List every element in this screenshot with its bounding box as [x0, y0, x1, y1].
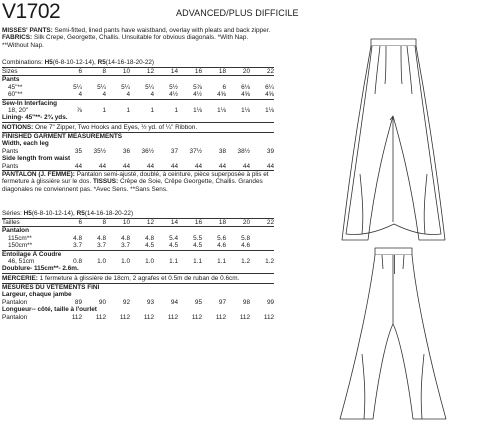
- finished-title: FINISHED GARMENT MEASUREMENTS: [2, 133, 123, 140]
- mercerie-line: MERCERIE: 1 fermeture à glissière de 18cm, 2 agrafes et 0.5m de ruban de 0.6cm.: [2, 275, 240, 282]
- table-row: 150cm** 3.7 3.7 3.7 4.5 4.5 4.5 4.6 4.6: [8, 242, 250, 250]
- sizes-row: Sizes 6 8 10 12 14 16 18 20 22: [2, 68, 274, 75]
- divider: [2, 273, 274, 274]
- yardage-table-en: [2, 67, 274, 122]
- tailles-row: Tailles 6 8 10 12 14 16 18 20 22: [2, 219, 274, 226]
- doublure-line: Doublure- 115cm**- 2.6m.: [2, 265, 79, 273]
- description-en: [2, 27, 272, 49]
- side-length-title: Side length from waist: [2, 155, 71, 163]
- notions-line: NOTIONS: One 7" Zipper, Two Hooks and Eyes, ½ yd. of ¼" Ribbon.: [2, 124, 198, 131]
- description-title: MISSES' PANTS:: [2, 27, 53, 34]
- mesures-title: MESURES DU VÊTEMENTS FINI: [2, 284, 100, 291]
- fabrics-text: Silk Crepe, Georgette, Challis. Unsuitable for obvious diagonals. *With Nap. **Without Nap.: [2, 34, 249, 49]
- tissus-label: TISSUS:: [92, 178, 119, 186]
- description-title: PANTALON (J. FEMME):: [2, 171, 75, 178]
- back-view-pants-drawing: [340, 248, 446, 419]
- table-row: Pants 35 35½ 36 36½ 37 37½ 38 38½ 39: [2, 147, 275, 155]
- fabrics-label: FABRICS:: [2, 34, 33, 42]
- finished-measurements-fr: [2, 284, 274, 321]
- interfacing-title: Sew-In Interfacing: [2, 99, 274, 107]
- table-row: Pantalon 89 90 92 93 94 95 97 98 99: [2, 298, 275, 306]
- description-text: Semi-fitted, lined pants have waistband, overlay with pleats and back zipper.: [54, 27, 271, 34]
- tissus-text: Crêpe de Soie, Crêpe Georgette, Challis. Grandes diagonales ne conviennent pas. *Avec Sens. **Sans Sens.: [2, 178, 263, 193]
- table-row: 18, 20" ⅞ 1 1 1 1 1⅛ 1⅛ 1⅛ 1⅛: [8, 107, 274, 115]
- finished-measurements-en: [2, 133, 274, 170]
- technical-drawings: [276, 24, 486, 420]
- largeur-title: Largeur, chaque jambe: [2, 291, 72, 299]
- description-text: Pantalon semi-ajusté, doublé, à ceinture, pièce superposée à plis et fermeture à glissière sur le dos.: [2, 171, 269, 186]
- description-fr: [2, 171, 272, 193]
- lining-line: Lining- 45"**- 2¾ yds.: [2, 114, 68, 122]
- series-line: Séries: H5(6-8-10-12-14), R5(14-16-18-20-22): [2, 210, 134, 217]
- divider: [2, 122, 274, 123]
- entoilage-title: Entoilage À Coudre: [2, 250, 274, 258]
- pattern-number: V1702: [2, 0, 61, 23]
- table-row: 46, 51cm 0.8 1.0 1.0 1.0 1.1 1.1 1.1 1.2 1.2: [8, 258, 274, 266]
- table-row: Pantalon 112 112 112 112 112 112 112 112 112: [2, 313, 275, 321]
- pantalon-title: Pantalon: [2, 227, 29, 235]
- table-row: 115cm** 4.8 4.8 4.8 4.8 5.4 5.5 5.6 5.8: [8, 234, 250, 242]
- front-view-pants-drawing: [342, 39, 445, 240]
- longueur-title: Longueur-- côté, taille à l'ourlet: [2, 306, 97, 314]
- table-row: Pants 44 44 44 44 44 44 44 44 44: [2, 162, 275, 170]
- table-row: 60"** 4 4 4 4 4½ 4½ 4⅝ 4⅝ 4⅝: [8, 91, 274, 99]
- table-row: 45"** 5¼ 5¼ 5¼ 5¼ 5½ 5⅞ 6 6⅛ 6¼: [8, 83, 274, 91]
- yardage-table-fr: [2, 218, 274, 273]
- pants-title: Pants: [2, 76, 20, 84]
- width-title: Width, each leg: [2, 140, 49, 148]
- combinations-line: Combinations: H5(6-8-10-12-14), R5(14-16-18-20-22): [2, 59, 155, 66]
- difficulty-level: ADVANCED/PLUS DIFFICILE: [176, 8, 299, 18]
